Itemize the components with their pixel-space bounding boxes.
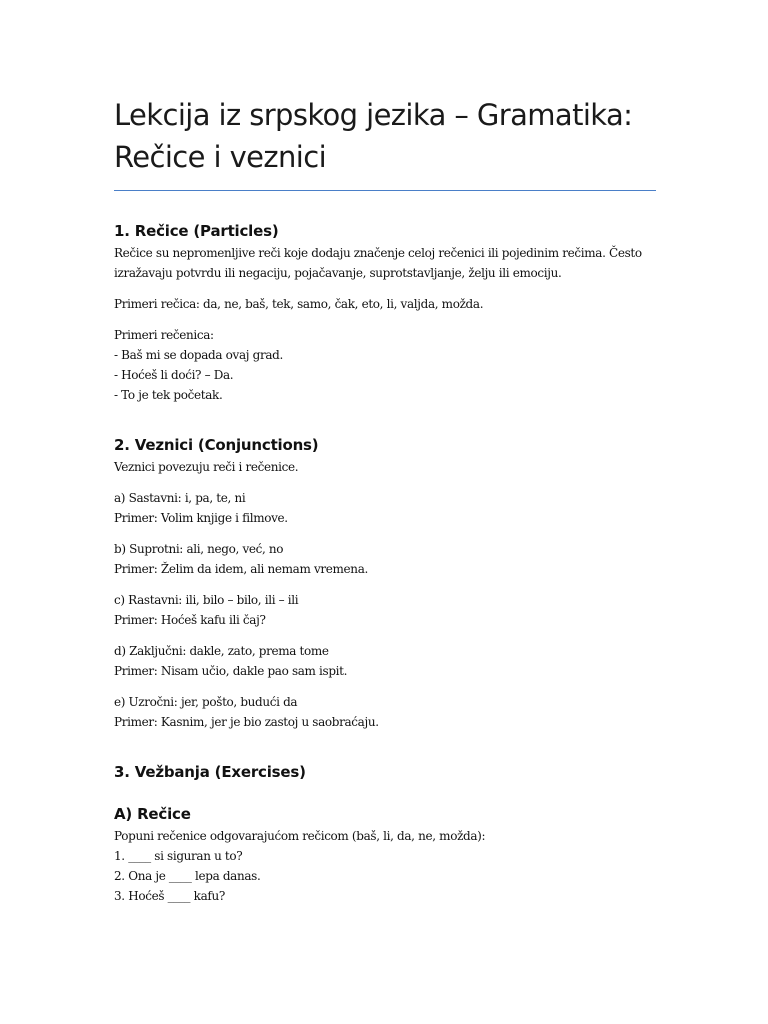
conjunction-example: Primer: Volim knjige i filmove. xyxy=(114,511,288,525)
conjunction-group xyxy=(114,641,656,681)
particles-intro xyxy=(114,243,656,283)
exercise-item: 3. Hoćeš ____ kafu? xyxy=(114,889,225,903)
exercise-instruction: Popuni rečenice odgovarajućom rečicom (baš, li, da, ne, možda): xyxy=(114,829,486,843)
subheading-particles-exercise: A) Rečice xyxy=(114,805,191,823)
exercise-item: 1. ____ si siguran u to? xyxy=(114,849,243,863)
section-heading-exercises: 3. Vežbanja (Exercises) xyxy=(114,763,306,781)
section-heading-conjunctions: 2. Veznici (Conjunctions) xyxy=(114,436,319,454)
conjunction-group xyxy=(114,692,656,732)
conjunction-type: c) Rastavni: ili, bilo – bilo, ili – ili xyxy=(114,593,299,607)
text-line: Primeri rečenica: xyxy=(114,328,214,342)
text-line: izražavaju potvrdu ili negaciju, pojačavanje, suprotstavljanje, želju ili emociju. xyxy=(114,266,562,280)
particles-examples-words: Primeri rečica: da, ne, baš, tek, samo, čak, eto, li, valjda, možda. xyxy=(114,297,484,311)
exercise-list xyxy=(114,826,656,906)
document-content xyxy=(114,94,656,906)
conjunction-group xyxy=(114,590,656,630)
conjunctions-intro: Veznici povezuju reči i rečenice. xyxy=(114,460,299,474)
conjunction-type: e) Uzročni: jer, pošto, budući da xyxy=(114,695,298,709)
text-line: - Hoćeš li doći? – Da. xyxy=(114,368,234,382)
exercise-item: 2. Ona je ____ lepa danas. xyxy=(114,869,261,883)
conjunction-group xyxy=(114,488,656,528)
conjunction-example: Primer: Hoćeš kafu ili čaj? xyxy=(114,613,266,627)
text-line: - To je tek početak. xyxy=(114,388,223,402)
conjunction-example: Primer: Kasnim, jer je bio zastoj u saobraćaju. xyxy=(114,715,379,729)
conjunction-type: b) Suprotni: ali, nego, već, no xyxy=(114,542,284,556)
conjunction-example: Primer: Želim da idem, ali nemam vremena. xyxy=(114,562,368,576)
conjunction-type: d) Zaključni: dakle, zato, prema tome xyxy=(114,644,329,658)
conjunction-example: Primer: Nisam učio, dakle pao sam ispit. xyxy=(114,664,348,678)
text-line: Rečice su nepromenljive reči koje dodaju značenje celoj rečenici ili pojedinim rečima. Često xyxy=(114,246,642,260)
page-title: Lekcija iz srpskog jezika – Gramatika: Rečice i veznici xyxy=(114,98,633,174)
particles-examples-sentences xyxy=(114,325,656,405)
conjunction-group xyxy=(114,539,656,579)
section-heading-particles: 1. Rečice (Particles) xyxy=(114,222,279,240)
text-line: - Baš mi se dopada ovaj grad. xyxy=(114,348,283,362)
conjunction-type: a) Sastavni: i, pa, te, ni xyxy=(114,491,246,505)
title-divider xyxy=(114,190,656,191)
